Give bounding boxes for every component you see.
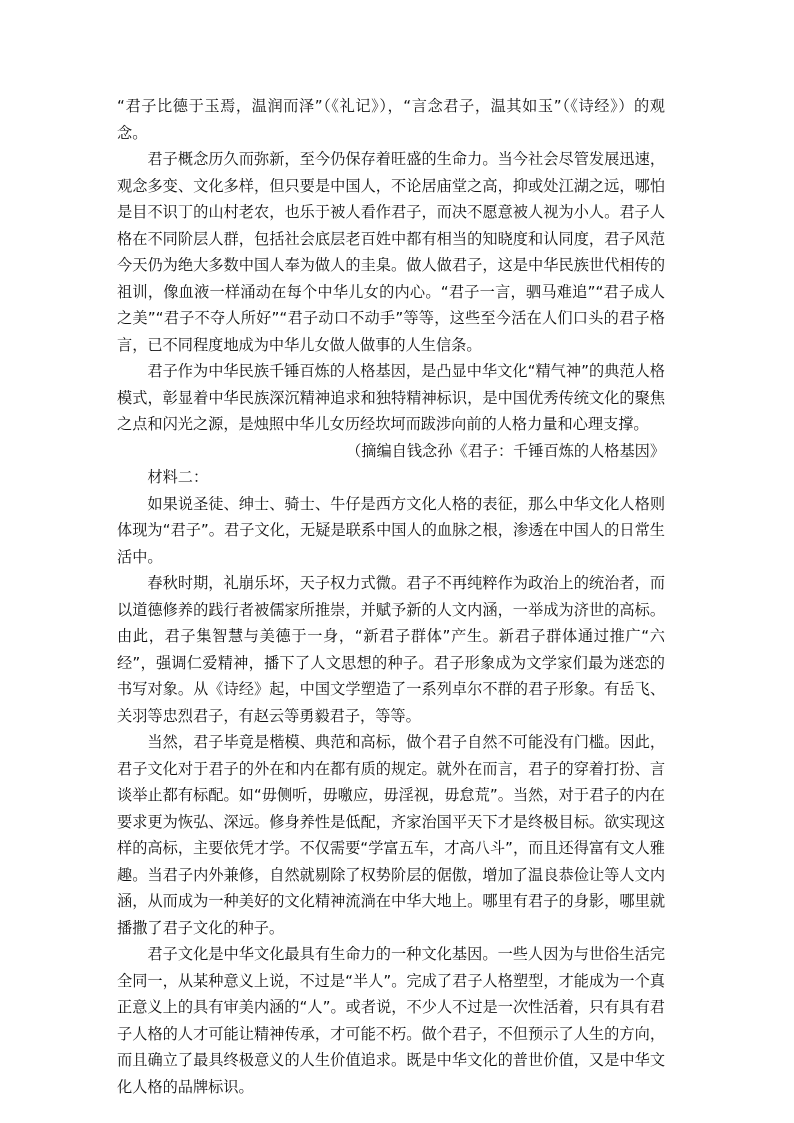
paragraph-continuation: “君子比德于玉焉，温润而泽”（《礼记》），“言念君子，温其如玉”（《诗经》）的观念。 <box>117 97 665 142</box>
paragraph-threshold: 当然，君子毕竟是楷模、典范和高标，做个君子自然不可能没有门槛。因此，君子文化对于君子的外在和内在都有质的规定。就外在而言，君子的穿着打扮、言谈举止都有标配。如“毋侧听，毋噭应，毋淫视，毋怠荒”。当然，对于君子的内在要求更为恢弘、深远。修身养性是低配，齐家治国平天下才是终极目标。欲实现这样的高标，主要依凭才学。不仅需要“学富五车，才高八斗”，而且还得富有文人雅趣。当君子内外兼修，自然就剔除了权势阶层的倨傲，增加了温良恭俭让等人文内涵，从而成为一种美好的文化精神流淌在中华大地上。哪里有君子的身影，哪里就播撒了君子文化的种子。 <box>117 733 665 937</box>
document-page <box>117 93 665 1100</box>
paragraph-junzi-concept: 君子概念历久而弥新，至今仍保存着旺盛的生命力。当今社会尽管发展迅速，观念多变、文化多样，但只要是中国人，不论居庙堂之高，抑或处江湖之远，哪怕是目不识丁的山村老农，也乐于被人看作君子，而决不愿意被人视为小人。君子人格在不同阶层人群，包括社会底层老百姓中都有相当的知晓度和认同度，君子风范今天仍为绝大多数中国人奉为做人的圭臬。做人做君子，这是中华民族世代相传的祖训，像血液一样涌动在每个中华儿女的内心。“君子一言，驷马难追”“君子成人之美”“君子不夺人所好”“君子动口不动手”等等，这些至今活在人们口头的君子格言，已不同程度地成为中华儿女做人做事的人生信条。 <box>117 150 665 354</box>
paragraph-personality-gene: 君子作为中华民族千锤百炼的人格基因，是凸显中华文化“精气神”的典范人格模式，彰显着中华民族深沉精神追求和独特精神标识，是中国优秀传统文化的聚焦之点和闪光之源，是烛照中华儿女历经坎坷而跋涉向前的人格力量和心理支撑。 <box>117 362 665 433</box>
paragraph-western-comparison: 如果说圣徒、绅士、骑士、牛仔是西方文化人格的表征，那么中华文化人格则体现为“君子”。君子文化，无疑是联系中国人的血脉之根，渗透在中国人的日常生活中。 <box>117 494 665 566</box>
paragraph-cultural-gene: 君子文化是中华文化最具有生命力的一种文化基因。一些人因为与世俗生活完全同一，从某种意义上说，不过是“半人”。完成了君子人格塑型，才能成为一个真正意义上的具有审美内涵的“人”。或者说，不少人不过是一次性活着，只有具有君子人格的人才可能让精神传承，才可能不朽。做个君子，不但预示了人生的方向，而且确立了最具终极意义的人生价值追求。既是中华文化的普世价值，又是中华文化人格的品牌标识。 <box>117 945 665 1096</box>
paragraph-spring-autumn: 春秋时期，礼崩乐坏，天子权力式微。君子不再纯粹作为政治上的统治者，而以道德修养的践行者被儒家所推崇，并赋予新的人文内涵，一举成为济世的高标。由此，君子集智慧与美德于一身，“新君子群体”产生。新君子群体通过推广“六经”，强调仁爱精神，播下了人文思想的种子。君子形象成为文学家们最为迷恋的书写对象。从《诗经》起，中国文学塑造了一系列卓尔不群的君子形象。有岳飞、关羽等忠烈君子，有赵云等勇毅君子，等等。 <box>117 574 665 725</box>
section-heading-material-2: 材料二： <box>147 468 209 486</box>
source-citation: （摘编自钱念孙《君子：千锤百炼的人格基因》 <box>346 441 665 460</box>
